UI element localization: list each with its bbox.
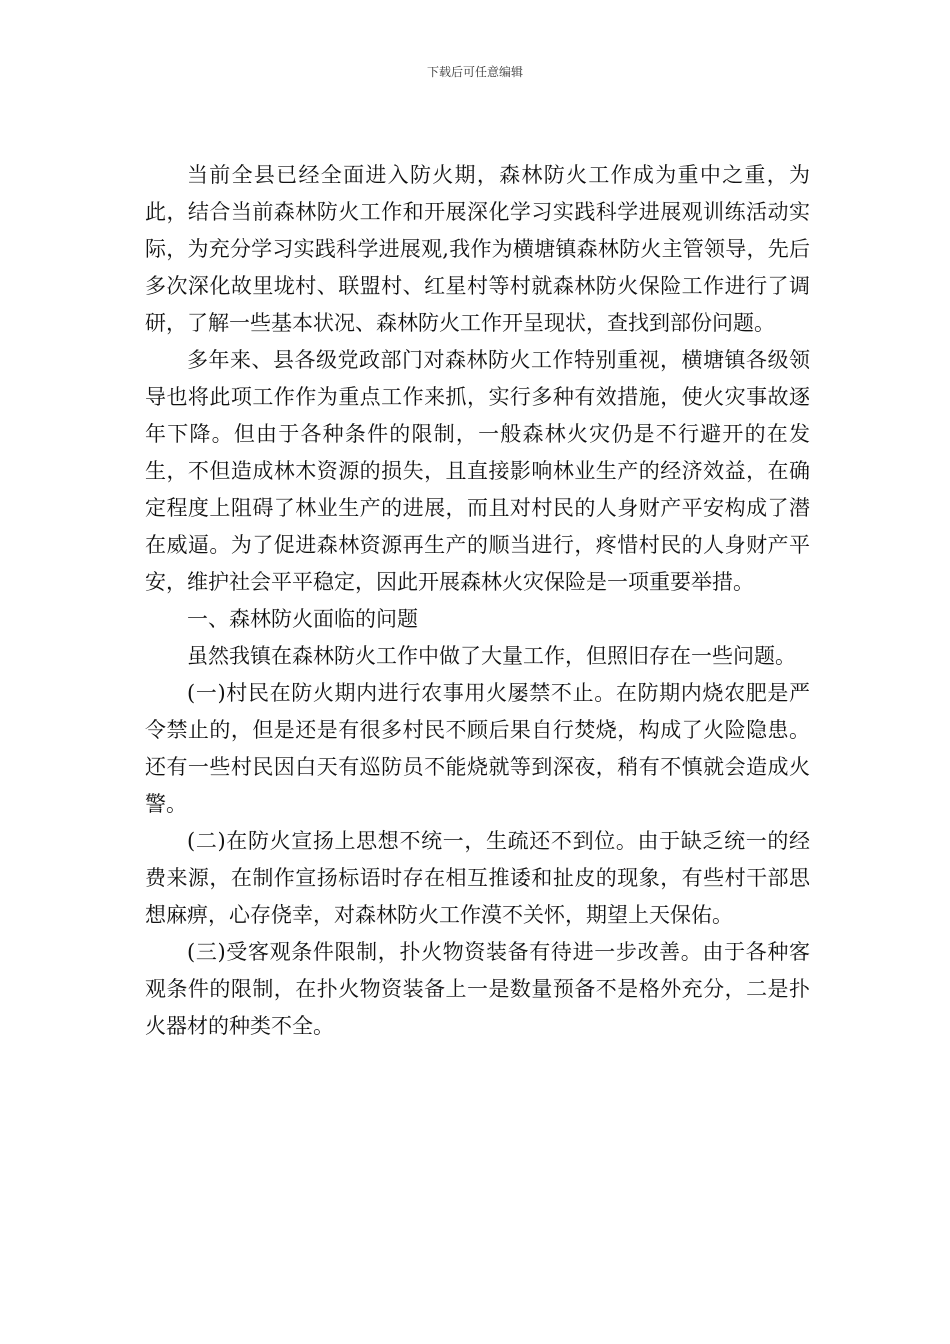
paragraph-intro: 当前全县已经全面进入防火期，森林防火工作成为重中之重，为此，结合当前森林防火工作和开展深化学习实践科学进展观训练活动实际，为充分学习实践科学进展观,我作为横塘镇森林防火主管领导，先后多次深化故里垅村、联盟村、红星村等村就森林防火保险工作进行了调研，了解一些基本状况、森林防火工作开呈现状，查找到部份问题。 [145,163,810,335]
page-header-note: 下载后可任意编辑 [426,65,523,79]
paragraph-background: 多年来、县各级党政部门对森林防火工作特别重视，横塘镇各级领导也将此项工作作为重点工作来抓，实行多种有效措施，使火灾事故逐年下降。但由于各种条件的限制，一般森林火灾仍是不行避开的在发生，不但造成林木资源的损失，且直接影响林业生产的经济效益，在确定程度上阻碍了林业生产的进展，而且对村民的人身财产平安构成了潜在威逼。为了促进森林资源再生产的顺当进行，疼惜村民的人身财产平安，维护社会平平稳定，因此开展森林火灾保险是一项重要举措。 [145,348,810,594]
paragraph-issue-2: (二)在防火宣扬上思想不统一，生疏还不到位。由于缺乏统一的经费来源，在制作宣扬标语时存在相互推诿和扯皮的现象，有些村干部思想麻痹，心存侥幸，对森林防火工作漠不关怀，期望上天保佑。 [145,829,810,927]
document-body [145,157,810,1045]
paragraph-issue-1: (一)村民在防火期内进行农事用火屡禁不止。在防期内烧农肥是严令禁止的，但是还是有很多村民不顾后果自行焚烧，构成了火险隐患。还有一些村民因白天有巡防员不能烧就等到深夜，稍有不慎就会造成火警。 [145,681,810,816]
section-heading: 一、森林防火面临的问题 [187,607,418,631]
paragraph-issue-3: (三)受客观条件限制，扑火物资装备有待进一步改善。由于各种客观条件的限制，在扑火物资装备上一是数量预备不是格外充分，二是扑火器材的种类不全。 [145,940,810,1038]
paragraph-summary: 虽然我镇在森林防火工作中做了大量工作，但照旧存在一些问题。 [187,644,796,668]
